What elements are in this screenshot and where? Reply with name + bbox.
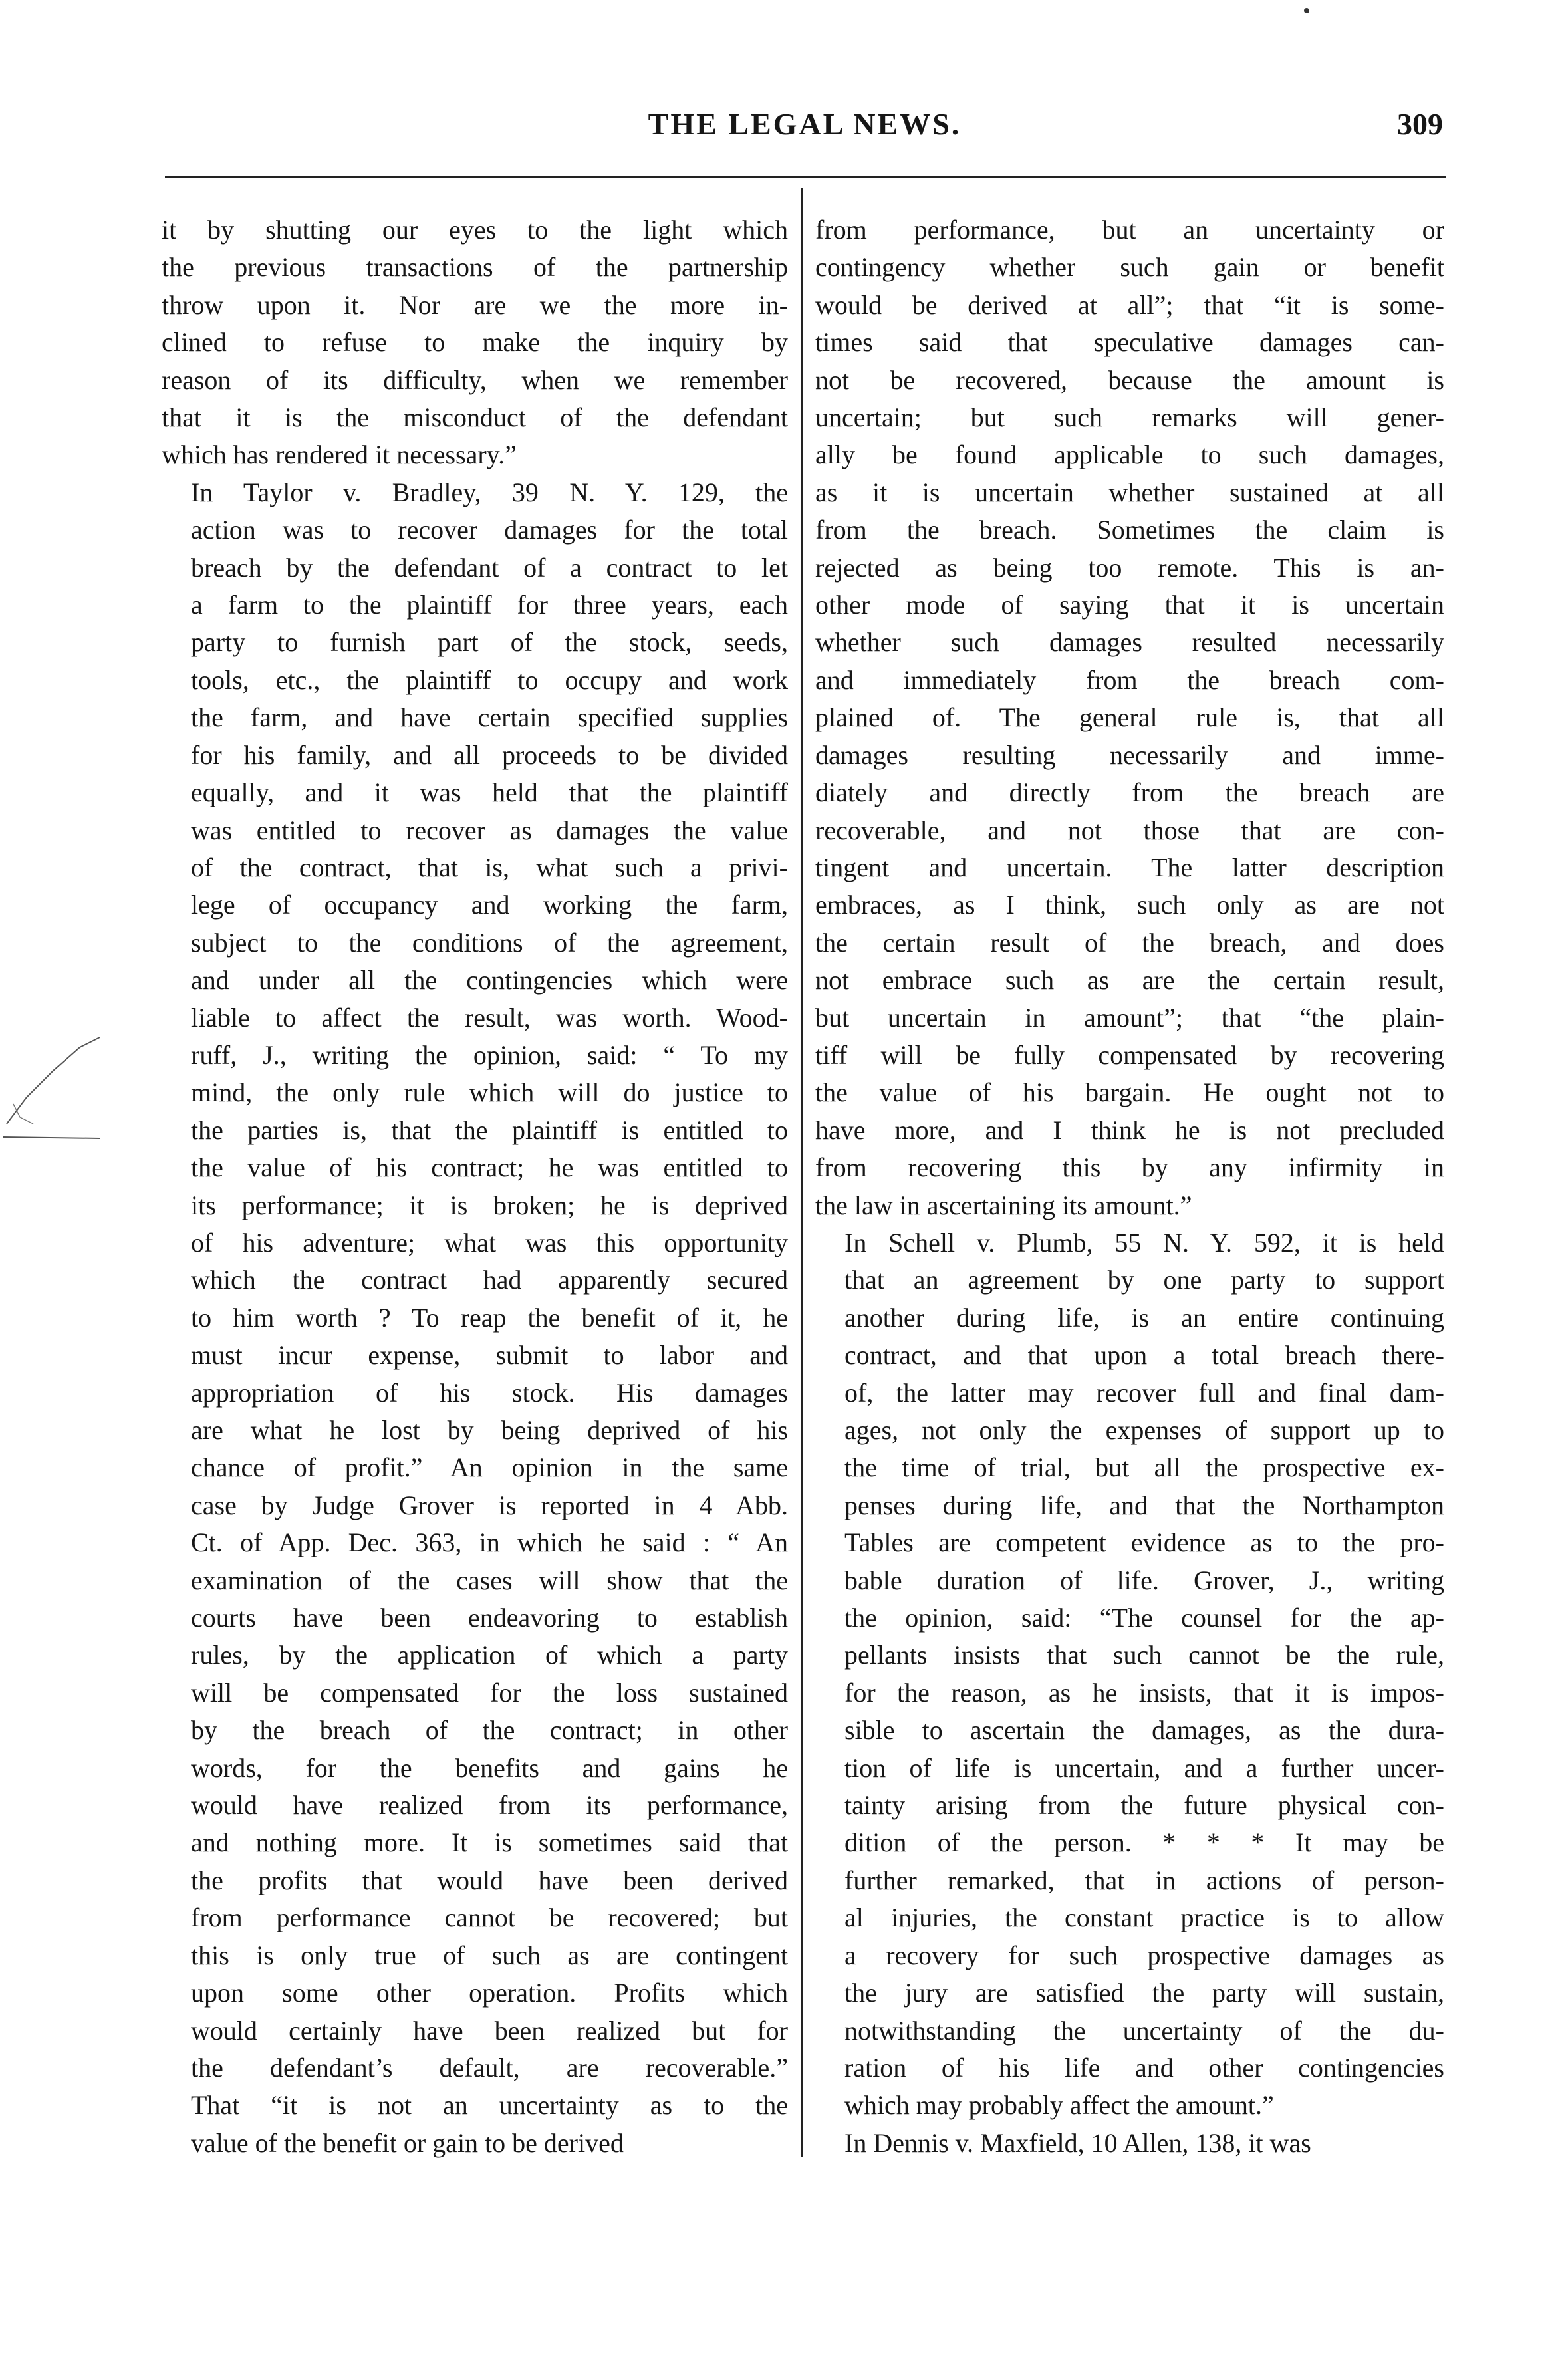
text-line: it by shutting our eyes to the light which bbox=[162, 215, 788, 245]
text-line: which the contract had apparently secured bbox=[191, 1265, 788, 1295]
ink-speck bbox=[1300, 4, 1313, 17]
text-line: In Schell v. Plumb, 55 N. Y. 592, it is held bbox=[844, 1227, 1444, 1257]
text-line: throw upon it. Nor are we the more in- bbox=[162, 289, 788, 320]
text-line: ration of his life and other contingencies bbox=[844, 2052, 1444, 2083]
text-line: Ct. of App. Dec. 363, in which he said : “ An bbox=[191, 1527, 788, 1558]
text-line: the law in ascertaining its amount.” bbox=[815, 1190, 1192, 1220]
text-line: the defendant’s default, are recoverable.” bbox=[191, 2052, 788, 2083]
text-line: ages, not only the expenses of support up to bbox=[844, 1415, 1444, 1445]
text-line: subject to the conditions of the agreement, bbox=[191, 927, 788, 958]
text-line: for his family, and all proceeds to be divided bbox=[191, 739, 788, 770]
text-line: ruff, J., writing the opinion, said: “ To my bbox=[191, 1039, 788, 1070]
text-line: not embrace such as are the certain result, bbox=[815, 965, 1444, 995]
text-line: In Dennis v. Maxfield, 10 Allen, 138, it was bbox=[844, 2127, 1311, 2158]
text-line: times said that speculative damages can- bbox=[815, 327, 1444, 358]
text-line: rules, by the application of which a party bbox=[191, 1640, 788, 1670]
text-line: clined to refuse to make the inquiry by bbox=[162, 327, 788, 358]
text-line: the time of trial, but all the prospective ex- bbox=[844, 1452, 1444, 1483]
text-line: from recovering this by any infirmity in bbox=[815, 1152, 1444, 1183]
text-line: of his adventure; what was this opportunity bbox=[191, 1227, 788, 1257]
text-line: the profits that would have been derived bbox=[191, 1865, 788, 1895]
text-line: from the breach. Sometimes the claim is bbox=[815, 515, 1444, 545]
text-line: which has rendered it necessary.” bbox=[162, 440, 517, 470]
text-line: this is only true of such as are contingent bbox=[191, 1940, 788, 1970]
paragraph bbox=[162, 211, 788, 474]
text-line: diately and directly from the breach are bbox=[815, 777, 1444, 808]
right-column bbox=[815, 211, 1444, 2162]
text-line: which may probably affect the amount.” bbox=[844, 2090, 1274, 2121]
text-line: further remarked, that in actions of person- bbox=[844, 1865, 1444, 1895]
text-line: action was to recover damages for the total bbox=[191, 515, 788, 545]
text-line: the jury are satisfied the party will sustain, bbox=[844, 1978, 1444, 2008]
text-line: will be compensated for the loss sustained bbox=[191, 1677, 788, 1708]
text-line: that it is the misconduct of the defendant bbox=[162, 402, 788, 433]
page-number: 309 bbox=[1397, 107, 1443, 141]
text-line: case by Judge Grover is reported in 4 Abb. bbox=[191, 1490, 788, 1520]
column-divider bbox=[801, 188, 803, 2157]
text-line: other mode of saying that it is uncertain bbox=[815, 590, 1444, 620]
header-rule bbox=[165, 176, 1446, 178]
text-line: of the contract, that is, what such a privi- bbox=[191, 852, 788, 882]
text-line: to him worth ? To reap the benefit of it, he bbox=[191, 1302, 788, 1333]
text-line: value of the benefit or gain to be derived bbox=[191, 2127, 624, 2158]
journal-title: THE LEGAL NEWS. bbox=[648, 107, 962, 141]
text-line: its performance; it is broken; he is deprived bbox=[191, 1190, 788, 1220]
text-line: rejected as being too remote. This is an- bbox=[815, 552, 1444, 583]
text-line: the previous transactions of the partnership bbox=[162, 252, 788, 283]
text-line: tainty arising from the future physical con- bbox=[844, 1790, 1444, 1821]
text-line: ally be found applicable to such damages, bbox=[815, 440, 1444, 470]
text-line: would certainly have been realized but for bbox=[191, 2015, 788, 2046]
text-line: dition of the person. * * * It may be bbox=[844, 1827, 1444, 1858]
text-line: that an agreement by one party to support bbox=[844, 1265, 1444, 1295]
text-line: would be derived at all”; that “it is some- bbox=[815, 289, 1444, 320]
text-line: a recovery for such prospective damages as bbox=[844, 1940, 1444, 1970]
text-line: from performance, but an uncertainty or bbox=[815, 215, 1444, 245]
text-line: liable to affect the result, was worth. Wood- bbox=[191, 1002, 788, 1033]
text-line: tiff will be fully compensated by recovering bbox=[815, 1039, 1444, 1070]
text-line: would have realized from its performance, bbox=[191, 1790, 788, 1821]
text-line: the opinion, said: “The counsel for the ap- bbox=[844, 1603, 1444, 1633]
text-line: from performance cannot be recovered; but bbox=[191, 1903, 788, 1933]
text-line: tion of life is uncertain, and a further uncer- bbox=[844, 1752, 1444, 1783]
text-line: the farm, and have certain specified supplies bbox=[191, 702, 788, 733]
text-line: whether such damages resulted necessarily bbox=[815, 627, 1444, 658]
text-line: In Taylor v. Bradley, 39 N. Y. 129, the bbox=[191, 477, 788, 507]
text-line: al injuries, the constant practice is to allow bbox=[844, 1903, 1444, 1933]
paragraph bbox=[815, 2125, 1444, 2162]
text-line: chance of profit.” An opinion in the same bbox=[191, 1452, 788, 1483]
text-line: but uncertain in amount”; that “the plain- bbox=[815, 1002, 1444, 1033]
text-line: party to furnish part of the stock, seeds, bbox=[191, 627, 788, 658]
text-line: and immediately from the breach com- bbox=[815, 664, 1444, 695]
text-line: Tables are competent evidence as to the pro- bbox=[844, 1527, 1444, 1558]
text-line: penses during life, and that the Northampton bbox=[844, 1490, 1444, 1520]
text-line: damages resulting necessarily and imme- bbox=[815, 739, 1444, 770]
text-line: the parties is, that the plaintiff is entitled to bbox=[191, 1115, 788, 1145]
text-line: not be recovered, because the amount is bbox=[815, 364, 1444, 395]
text-line: the value of his contract; he was entitled to bbox=[191, 1152, 788, 1183]
text-line: uncertain; but such remarks will gener- bbox=[815, 402, 1444, 433]
text-line: tools, etc., the plaintiff to occupy and work bbox=[191, 664, 788, 695]
text-line: upon some other operation. Profits which bbox=[191, 1978, 788, 2008]
text-line: examination of the cases will show that the bbox=[191, 1565, 788, 1595]
running-header bbox=[166, 106, 1443, 153]
text-line: by the breach of the contract; in other bbox=[191, 1715, 788, 1746]
text-line: tingent and uncertain. The latter description bbox=[815, 852, 1444, 882]
paragraph bbox=[815, 1224, 1444, 2125]
text-line: reason of its difficulty, when we remember bbox=[162, 364, 788, 395]
text-line: appropriation of his stock. His damages bbox=[191, 1377, 788, 1408]
text-line: and under all the contingencies which were bbox=[191, 965, 788, 995]
text-line: That “it is not an uncertainty as to the bbox=[191, 2090, 788, 2121]
paragraph bbox=[162, 474, 788, 2162]
text-line: contract, and that upon a total breach there- bbox=[844, 1340, 1444, 1371]
text-line: another during life, is an entire continuing bbox=[844, 1302, 1444, 1333]
paragraph bbox=[815, 211, 1444, 1224]
text-line: notwithstanding the uncertainty of the du- bbox=[844, 2015, 1444, 2046]
text-line: the certain result of the breach, and does bbox=[815, 927, 1444, 958]
text-line: have more, and I think he is not precluded bbox=[815, 1115, 1444, 1145]
text-line: a farm to the plaintiff for three years, each bbox=[191, 590, 788, 620]
text-line: was entitled to recover as damages the value bbox=[191, 815, 788, 845]
text-line: words, for the benefits and gains he bbox=[191, 1752, 788, 1783]
text-line: embraces, as I think, such only as are not bbox=[815, 890, 1444, 920]
text-line: pellants insists that such cannot be the rule, bbox=[844, 1640, 1444, 1670]
text-line: and nothing more. It is sometimes said that bbox=[191, 1827, 788, 1858]
text-line: for the reason, as he insists, that it is impos- bbox=[844, 1677, 1444, 1708]
text-line: as it is uncertain whether sustained at all bbox=[815, 477, 1444, 507]
margin-annotation-mark bbox=[0, 1024, 106, 1144]
text-line: are what he lost by being deprived of his bbox=[191, 1415, 788, 1445]
text-line: courts have been endeavoring to establish bbox=[191, 1603, 788, 1633]
text-line: must incur expense, submit to labor and bbox=[191, 1340, 788, 1371]
text-line: the value of his bargain. He ought not to bbox=[815, 1077, 1444, 1108]
text-line: sible to ascertain the damages, as the dura- bbox=[844, 1715, 1444, 1746]
text-line: equally, and it was held that the plaintiff bbox=[191, 777, 788, 808]
text-line: lege of occupancy and working the farm, bbox=[191, 890, 788, 920]
text-line: mind, the only rule which will do justice to bbox=[191, 1077, 788, 1108]
text-line: contingency whether such gain or benefit bbox=[815, 252, 1444, 283]
text-line: recoverable, and not those that are con- bbox=[815, 815, 1444, 845]
text-line: bable duration of life. Grover, J., writing bbox=[844, 1565, 1444, 1595]
text-line: plained of. The general rule is, that all bbox=[815, 702, 1444, 733]
text-line: breach by the defendant of a contract to let bbox=[191, 552, 788, 583]
left-column bbox=[162, 211, 788, 2162]
text-line: of, the latter may recover full and final dam- bbox=[844, 1377, 1444, 1408]
